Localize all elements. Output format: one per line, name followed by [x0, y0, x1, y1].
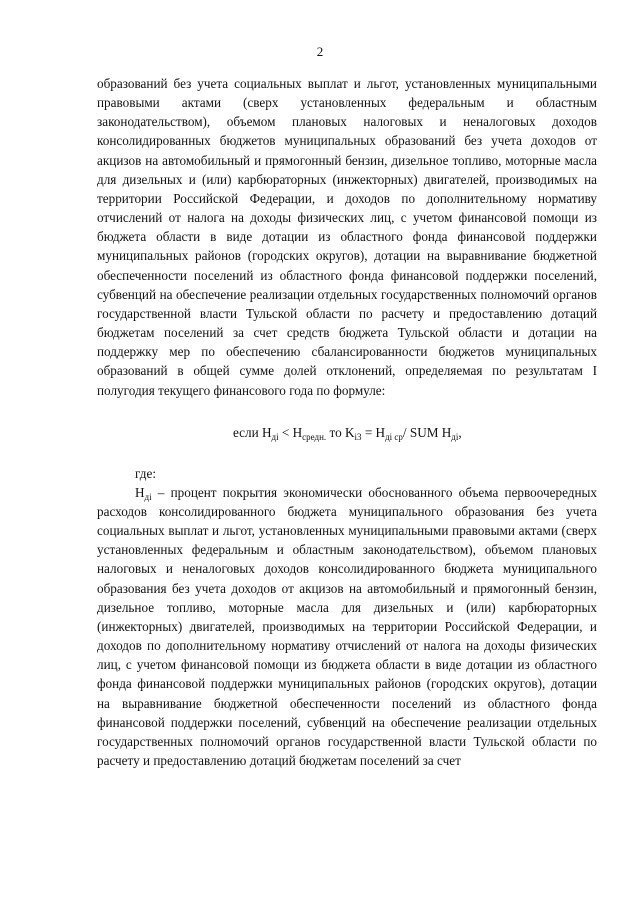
definition-paragraph: [97, 483, 597, 770]
formula-part: ,: [458, 424, 462, 440]
definition-text: – процент покрытия экономически обоснованного объема первоочередных расходов консолидированного бюджета муниципального образования без учета социальных выплат и льгот, установленных муниципальными правовыми актами (сверх установленных федеральным и областным законодательством), объемом плановых налоговых и неналоговых доходов консолидированного бюджета муниципального образования без учета доходов от акцизов на автомобильный и прямогонный бензин, дизельное топливо, моторные масла для дизельных и (или) карбюраторных (инжекторных) двигателей, производимых на территории Российской Федерации, и доходов по дополнительному нормативу отчислений от налога на доходы физических лиц, с учетом финансовой помощи из бюджета области в виде дотации из областного фонда финансовой поддержки муниципальных районов (городских округов), дотации на выравнивание бюджетной обеспеченности поселений из областного фонда финансовой поддержки поселений, субвенций на обеспечение реализации отдельных государственных полномочий органов государственной власти Тульской области по расчету и предоставлению дотаций бюджетам поселений за счет: [97, 484, 597, 768]
page-number: 2: [316, 44, 324, 59]
formula-part: если Н: [233, 424, 272, 440]
formula: [97, 423, 597, 442]
formula-part: < Н: [278, 424, 303, 440]
formula-subscript: дi: [451, 431, 459, 442]
formula-part: = Н: [361, 424, 386, 440]
definition-symbol: Н: [135, 484, 145, 500]
definition-symbol-subscript: дi: [144, 491, 152, 502]
paragraph-continuation: образований без учета социальных выплат и льгот, установленных муниципальными правовыми актами (сверх установленных федеральным и областным законодательством), объемом плановых налоговых и неналоговых доходов консолидированных бюджетов муниципальных образований без учета доходов от акцизов на автомобильный и прямогонный бензин, дизельное топливо, моторные масла для дизельных и (или) карбюраторных (инжекторных) двигателей, производимых на территории Российской Федерации, и доходов по дополнительному нормативу отчислений от налога на доходы физических лиц, с учетом финансовой помощи из бюджета области в виде дотации из областного фонда финансовой поддержки муниципальных районов (городских округов), дотации на выравнивание бюджетной обеспеченности поселений из областного фонда финансовой поддержки поселений, субвенций на обеспечение реализации отдельных государственных полномочий органов государственной власти Тульской области по расчету и предоставлению дотаций бюджетам поселений за счет средств бюджета Тульской области и дотации на поддержку мер по обеспечению сбалансированности бюджетов муниципальных образований в общей сумме долей отклонений, определяемая по результатам I полугодия текущего финансового года по формуле:: [97, 76, 597, 398]
formula-subscript: дi: [271, 431, 279, 442]
formula-part: / SUM Н: [402, 424, 452, 440]
formula-subscript: i3: [354, 431, 362, 442]
where-label: где:: [135, 465, 156, 481]
document-body: [97, 74, 597, 770]
formula-part: то K: [326, 424, 355, 440]
formula-subscript: средн.: [302, 431, 327, 442]
formula-subscript: дi ср: [385, 431, 403, 442]
